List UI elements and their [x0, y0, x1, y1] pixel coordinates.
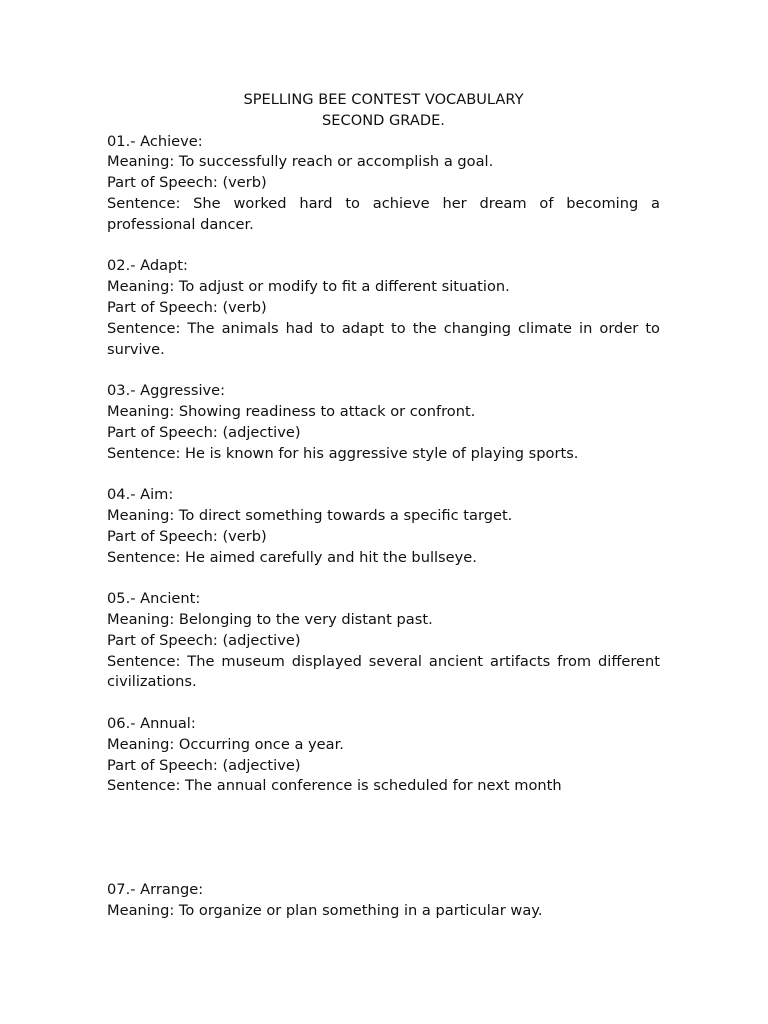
vocabulary-entry-05 [107, 589, 660, 693]
entry-heading: 05.- Ancient: [107, 590, 201, 608]
entry-sentence: Sentence: He aimed carefully and hit the bullseye. [107, 548, 477, 566]
entry-meaning: Meaning: Belonging to the very distant past. [107, 610, 433, 628]
document-subtitle: SECOND GRADE. [322, 111, 445, 129]
entry-meaning: Meaning: To organize or plan something in a particular way. [107, 902, 543, 920]
entry-meaning: Meaning: To direct something towards a specific target. [107, 506, 513, 524]
blank-space [107, 797, 660, 880]
entry-heading: 03.- Aggressive: [107, 382, 226, 400]
entry-heading: 06.- Annual: [107, 714, 196, 732]
entry-part-of-speech: Part of Speech: (adjective) [107, 631, 301, 649]
entry-part-of-speech: Part of Speech: (adjective) [107, 423, 301, 441]
entry-sentence: Sentence: She worked hard to achieve her dream of becoming a professional dancer. [107, 194, 660, 233]
vocabulary-entry-02 [107, 256, 660, 360]
vocabulary-entry-03 [107, 381, 660, 464]
entry-meaning: Meaning: Showing readiness to attack or confront. [107, 402, 476, 420]
vocabulary-entry-04 [107, 485, 660, 568]
entry-part-of-speech: Part of Speech: (adjective) [107, 756, 301, 774]
entry-sentence: Sentence: The animals had to adapt to the changing climate in order to survive. [107, 319, 660, 358]
entry-part-of-speech: Part of Speech: (verb) [107, 298, 267, 316]
entry-heading: 01.- Achieve: [107, 132, 203, 150]
vocabulary-entry-07 [107, 880, 660, 922]
entry-meaning: Meaning: To adjust or modify to fit a different situation. [107, 278, 510, 296]
entry-heading: 02.- Adapt: [107, 257, 188, 275]
entry-part-of-speech: Part of Speech: (verb) [107, 174, 267, 192]
entry-meaning: Meaning: Occurring once a year. [107, 735, 344, 753]
vocabulary-entry-06 [107, 714, 660, 797]
document-title: SPELLING BEE CONTEST VOCABULARY [243, 91, 524, 108]
entry-meaning: Meaning: To successfully reach or accomplish a goal. [107, 153, 494, 171]
entry-heading: 04.- Aim: [107, 486, 174, 504]
entry-sentence: Sentence: The museum displayed several ancient artifacts from different civilizations. [107, 652, 660, 691]
entry-sentence: Sentence: The annual conference is scheduled for next month [107, 777, 562, 795]
entry-sentence: Sentence: He is known for his aggressive style of playing sports. [107, 444, 579, 462]
entry-part-of-speech: Part of Speech: (verb) [107, 527, 267, 545]
vocabulary-entry-01 [107, 132, 660, 236]
entry-heading: 07.- Arrange: [107, 881, 204, 899]
document-body [107, 90, 660, 922]
